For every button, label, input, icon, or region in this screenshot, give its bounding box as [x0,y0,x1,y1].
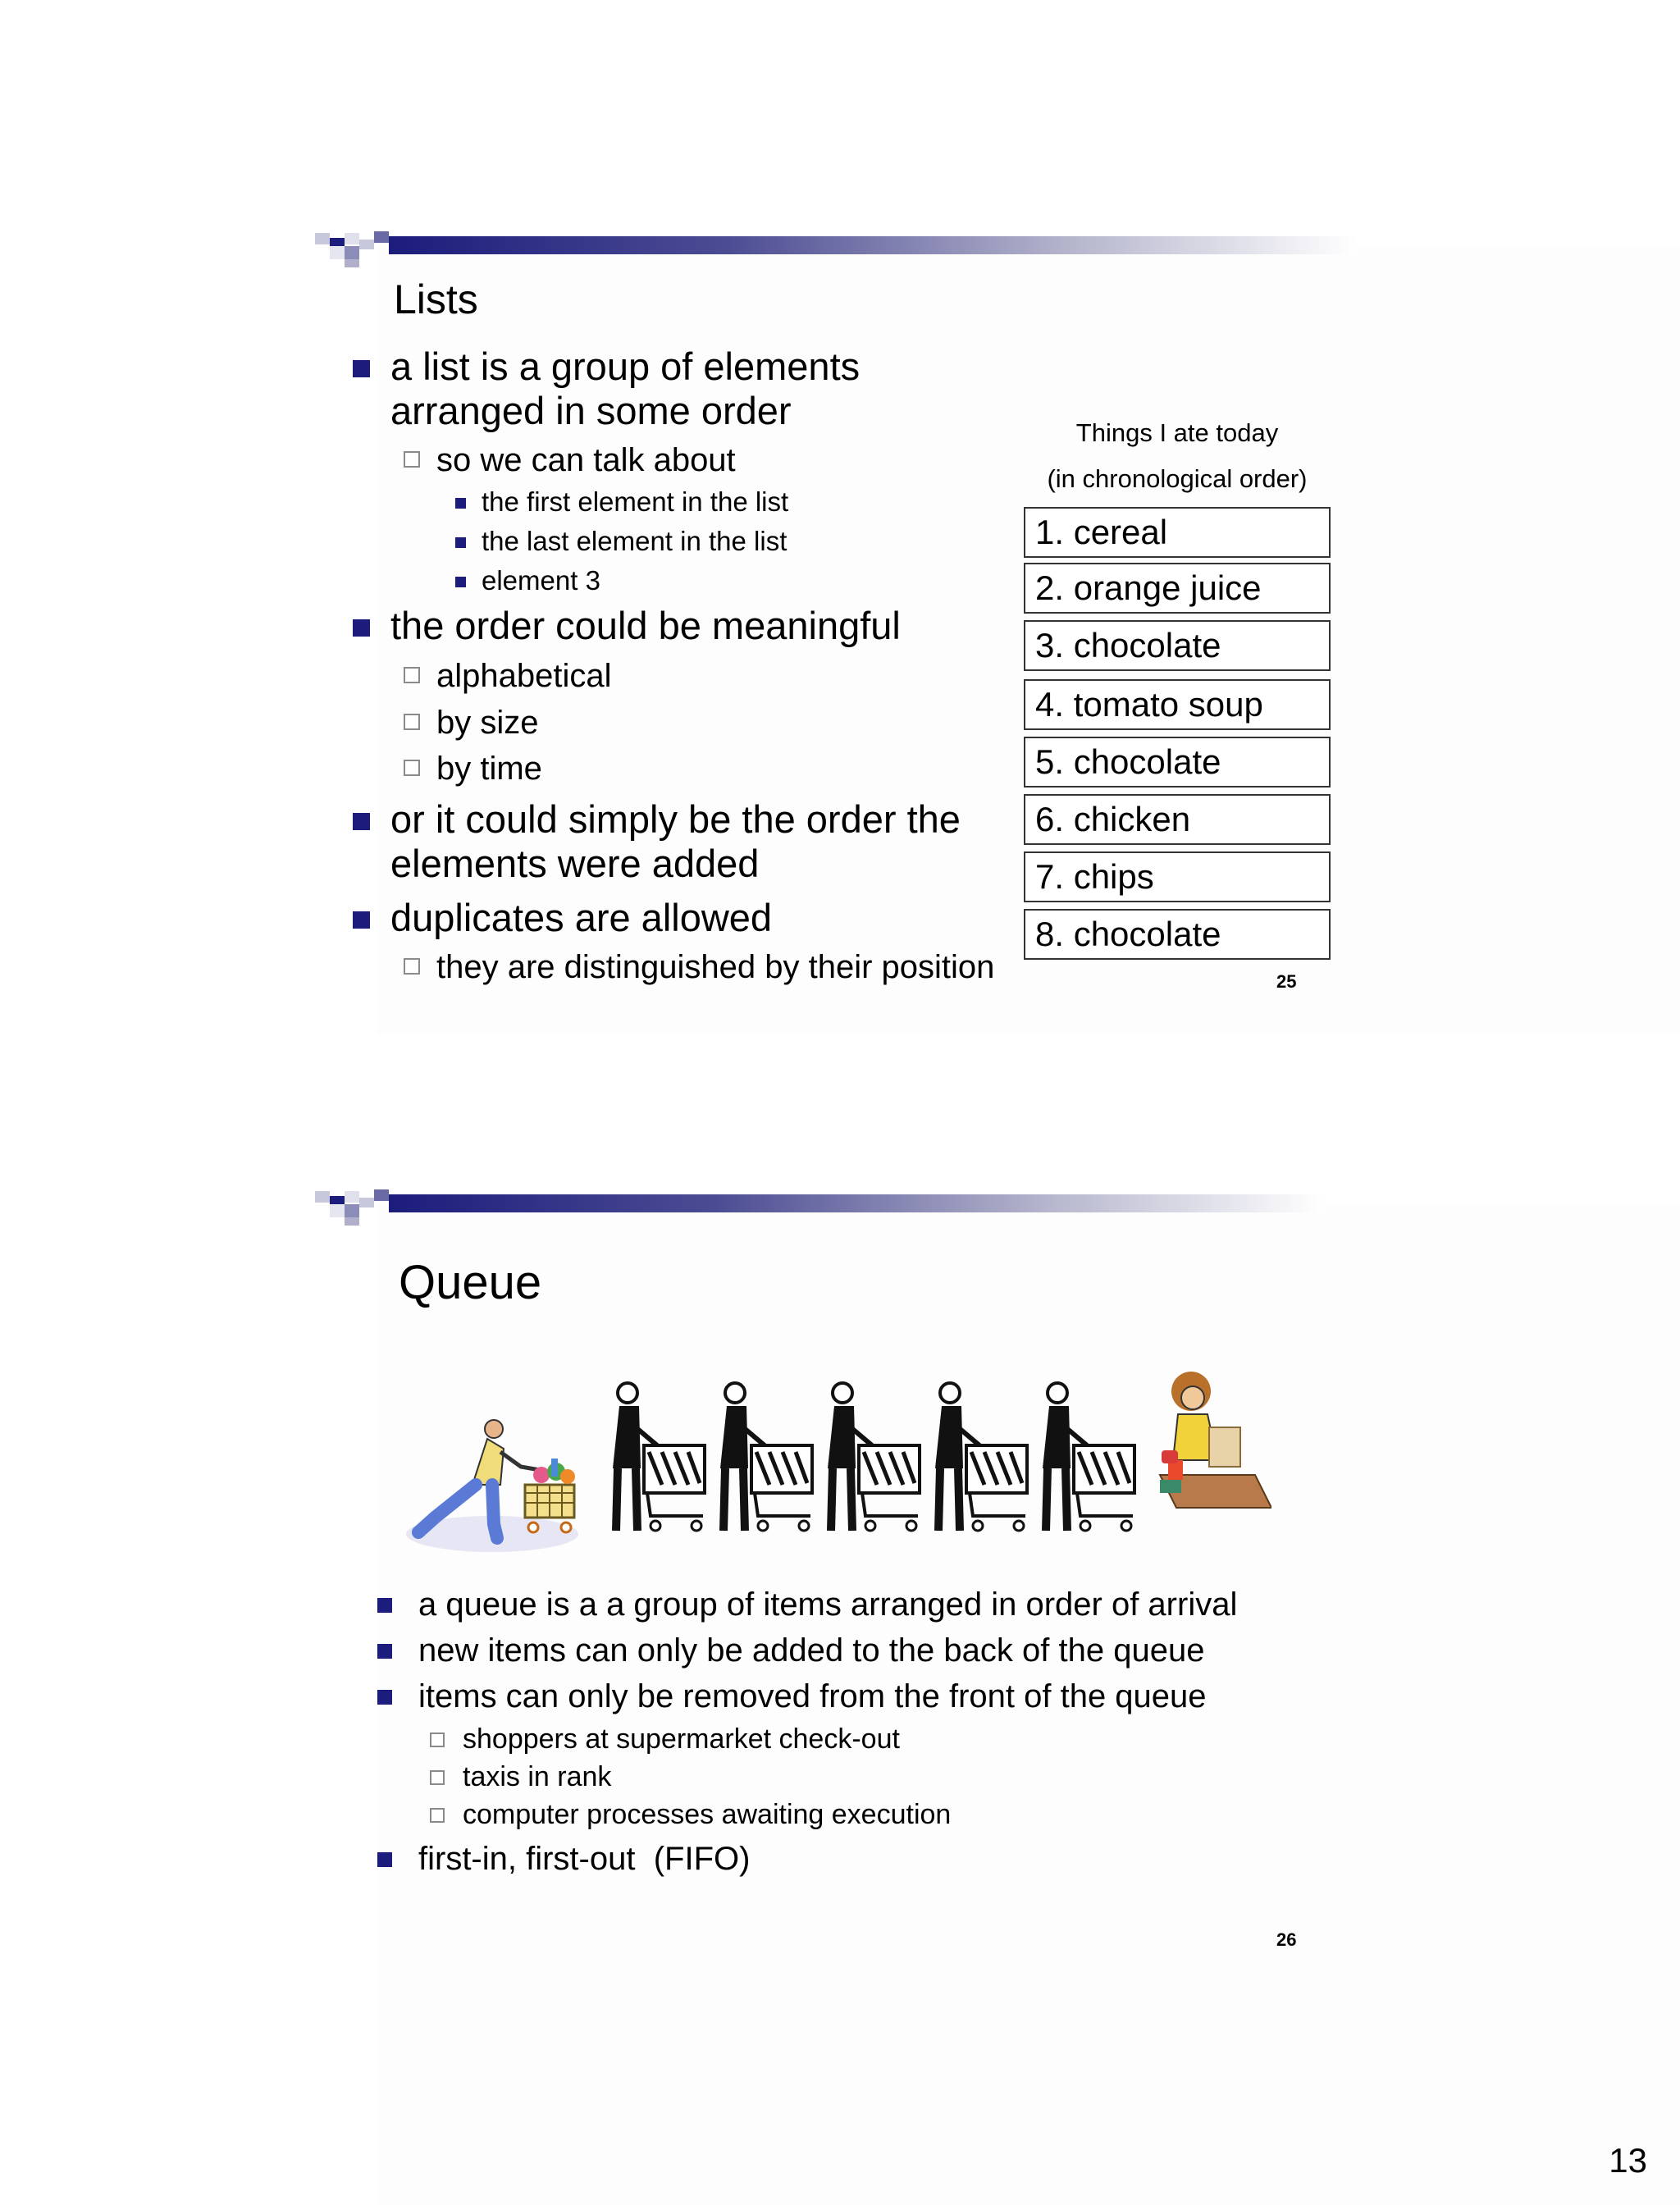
list-item-box: 2. orange juice [1024,563,1331,614]
bullet-order-added: or it could simply be the order the [353,797,961,842]
sub-bullet-by-size: by size [404,704,539,742]
document-page-number: 13 [1609,2141,1647,2180]
slide-25-title: Lists [394,276,478,322]
list-item-box: 5. chocolate [1024,737,1331,788]
list-item-box: 1. cereal [1024,507,1331,558]
queued-shopper-icon [613,1383,705,1531]
sub-bullet-by-time: by time [404,750,542,788]
cashier-icon [1160,1372,1271,1508]
list-item-box: 7. chips [1024,851,1331,902]
bullet-list-definition [353,345,860,389]
bullet-order-meaningful: the order could be meaningful [353,604,901,648]
list-item-box: 8. chocolate [1024,909,1331,960]
bullet-text: a list is a group of elements [390,345,861,388]
sub-bullet-position: they are distinguished by their position [404,948,994,986]
sub-bullet-alphabetical: alphabetical [404,657,612,695]
queue-bullet-add-back: new items can only be added to the back of the queue [377,1631,1204,1670]
slide-26-title: Queue [399,1256,542,1309]
list-item-box: 3. chocolate [1024,620,1331,671]
sub-sub-bullet-element-3: element 3 [455,564,600,597]
list-item-box: 4. tomato soup [1024,679,1331,730]
queue-bullet-fifo: first-in, first-out (FIFO) [377,1839,750,1879]
slide-25-page-number: 25 [1276,971,1297,992]
bullet-duplicates: duplicates are allowed [353,896,772,940]
list-item-box: 6. chicken [1024,794,1331,845]
bullet-continuation: arranged in some order [390,389,792,432]
sub-sub-bullet-last: the last element in the list [455,525,787,558]
queue-sub-bullet-processes: computer processes awaiting execution [430,1798,951,1831]
sub-bullet-talk-about: so we can talk about [404,441,736,479]
queue-bullet-remove-front: items can only be removed from the front of the queue [377,1677,1207,1716]
bullet-continuation: elements were added [390,842,760,885]
sub-sub-bullet-first: the first element in the list [455,486,788,518]
queue-bullet-definition: a queue is a a group of items arranged in order of arrival [377,1585,1237,1624]
queue-sub-bullet-shoppers: shoppers at supermarket check-out [430,1723,900,1755]
queued-shopper-icon [828,1383,920,1531]
list-caption-title: Things I ate today [1075,418,1279,447]
queue-illustration [402,1370,1271,1559]
slide-26-page-number: 26 [1276,1929,1297,1950]
queued-shopper-icon [720,1383,812,1531]
queue-sub-bullet-taxis: taxis in rank [430,1760,611,1793]
queued-shopper-icon [935,1383,1027,1531]
arriving-shopper-icon [406,1420,578,1552]
queued-shopper-icon [1043,1383,1134,1531]
list-caption-subtitle: (in chronological order) [1047,464,1308,493]
